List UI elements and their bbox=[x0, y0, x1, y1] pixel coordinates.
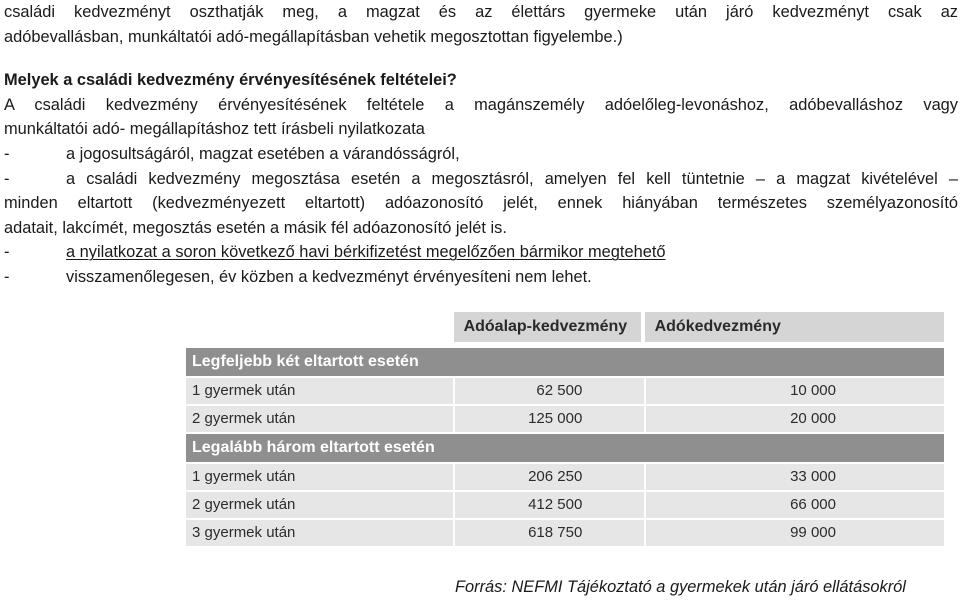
bullet-item bbox=[4, 240, 958, 265]
row-label: 2 gyermek után bbox=[192, 410, 296, 427]
paragraph-line-1: A családi kedvezmény érvényesítésének feltétele a magánszemély adóelőleg-levonáshoz, adóbevalláshoz vagy bbox=[4, 95, 958, 114]
intro-line-2: adóbevallásban, munkáltatói adó-megállapításban vehetik megosztottan figyelembe.) bbox=[4, 27, 623, 46]
section-title: Legalább három eltartott esetén bbox=[192, 439, 435, 456]
bullet-dash: - bbox=[4, 243, 10, 262]
bullet-text: a jogosultságáról, magzat esetében a várandósságról, bbox=[66, 144, 460, 163]
bullet-dash: - bbox=[4, 267, 10, 286]
benefit-table bbox=[186, 312, 944, 548]
bullet-item bbox=[4, 167, 958, 192]
paragraph-line-2: munkáltatói adó- megállapításhoz tett írásbeli nyilatkozata bbox=[4, 120, 425, 139]
section-title: Legfeljebb két eltartott esetén bbox=[192, 353, 419, 370]
header-tax-credit: Adókedvezmény bbox=[645, 312, 944, 342]
row-tax-credit: 10 000 bbox=[644, 378, 944, 404]
row-tax-credit: 66 000 bbox=[644, 492, 944, 518]
table-section-row bbox=[186, 434, 944, 464]
table-section-row bbox=[186, 348, 944, 378]
row-tax-credit: 33 000 bbox=[644, 464, 944, 490]
row-tax-base: 125 000 bbox=[453, 406, 640, 432]
bullet-item bbox=[4, 142, 958, 167]
table-row bbox=[186, 520, 944, 548]
intro-line-1: családi kedvezményt oszthatják meg, a magzat és az élettárs gyermeke után járó kedvezményt csak az bbox=[4, 3, 958, 21]
bullet-dash: - bbox=[4, 169, 10, 188]
row-tax-base: 62 500 bbox=[453, 378, 640, 404]
row-tax-base: 206 250 bbox=[453, 464, 640, 490]
bullet-text: visszamenőlegesen, év közben a kedvezményt érvényesíteni nem lehet. bbox=[66, 267, 592, 286]
row-label: 2 gyermek után bbox=[192, 496, 296, 513]
row-tax-credit: 20 000 bbox=[644, 406, 944, 432]
row-label: 1 gyermek után bbox=[192, 468, 296, 485]
row-tax-base: 618 750 bbox=[453, 520, 640, 546]
row-label: 3 gyermek után bbox=[192, 524, 296, 541]
table-header bbox=[186, 312, 944, 342]
table-row bbox=[186, 464, 944, 492]
bullet-continuation: adatait, lakcímét, megosztás esetén a másik fél adóazonosító jelét is. bbox=[4, 218, 507, 237]
document-body bbox=[4, 0, 958, 290]
row-label: 1 gyermek után bbox=[192, 382, 296, 399]
bullet-continuation: minden eltartott (kedvezményezett eltartott) adóazonosító jelét, ennek hiányában természetes személyazonosító bbox=[4, 194, 958, 213]
header-tax-base-allowance: Adóalap-kedvezmény bbox=[454, 312, 641, 342]
table-row bbox=[186, 492, 944, 520]
row-tax-base: 412 500 bbox=[453, 492, 640, 518]
section-heading: Melyek a családi kedvezmény érvényesítésének feltételei? bbox=[4, 71, 457, 90]
row-tax-credit: 99 000 bbox=[644, 520, 944, 546]
bullet-text: a családi kedvezmény megosztása esetén a megosztásról, amelyen fel kell tüntetnie – a magzat kivételével – bbox=[66, 169, 958, 188]
bullet-item bbox=[4, 265, 958, 290]
source-caption: Forrás: NEFMI Tájékoztató a gyermekek után járó ellátásokról bbox=[455, 578, 906, 596]
bullet-dash: - bbox=[4, 144, 10, 163]
table-row bbox=[186, 378, 944, 406]
table-row bbox=[186, 406, 944, 434]
bullet-text: a nyilatkozat a soron következő havi bérkifizetést megelőzően bármikor megtehető bbox=[66, 243, 666, 262]
